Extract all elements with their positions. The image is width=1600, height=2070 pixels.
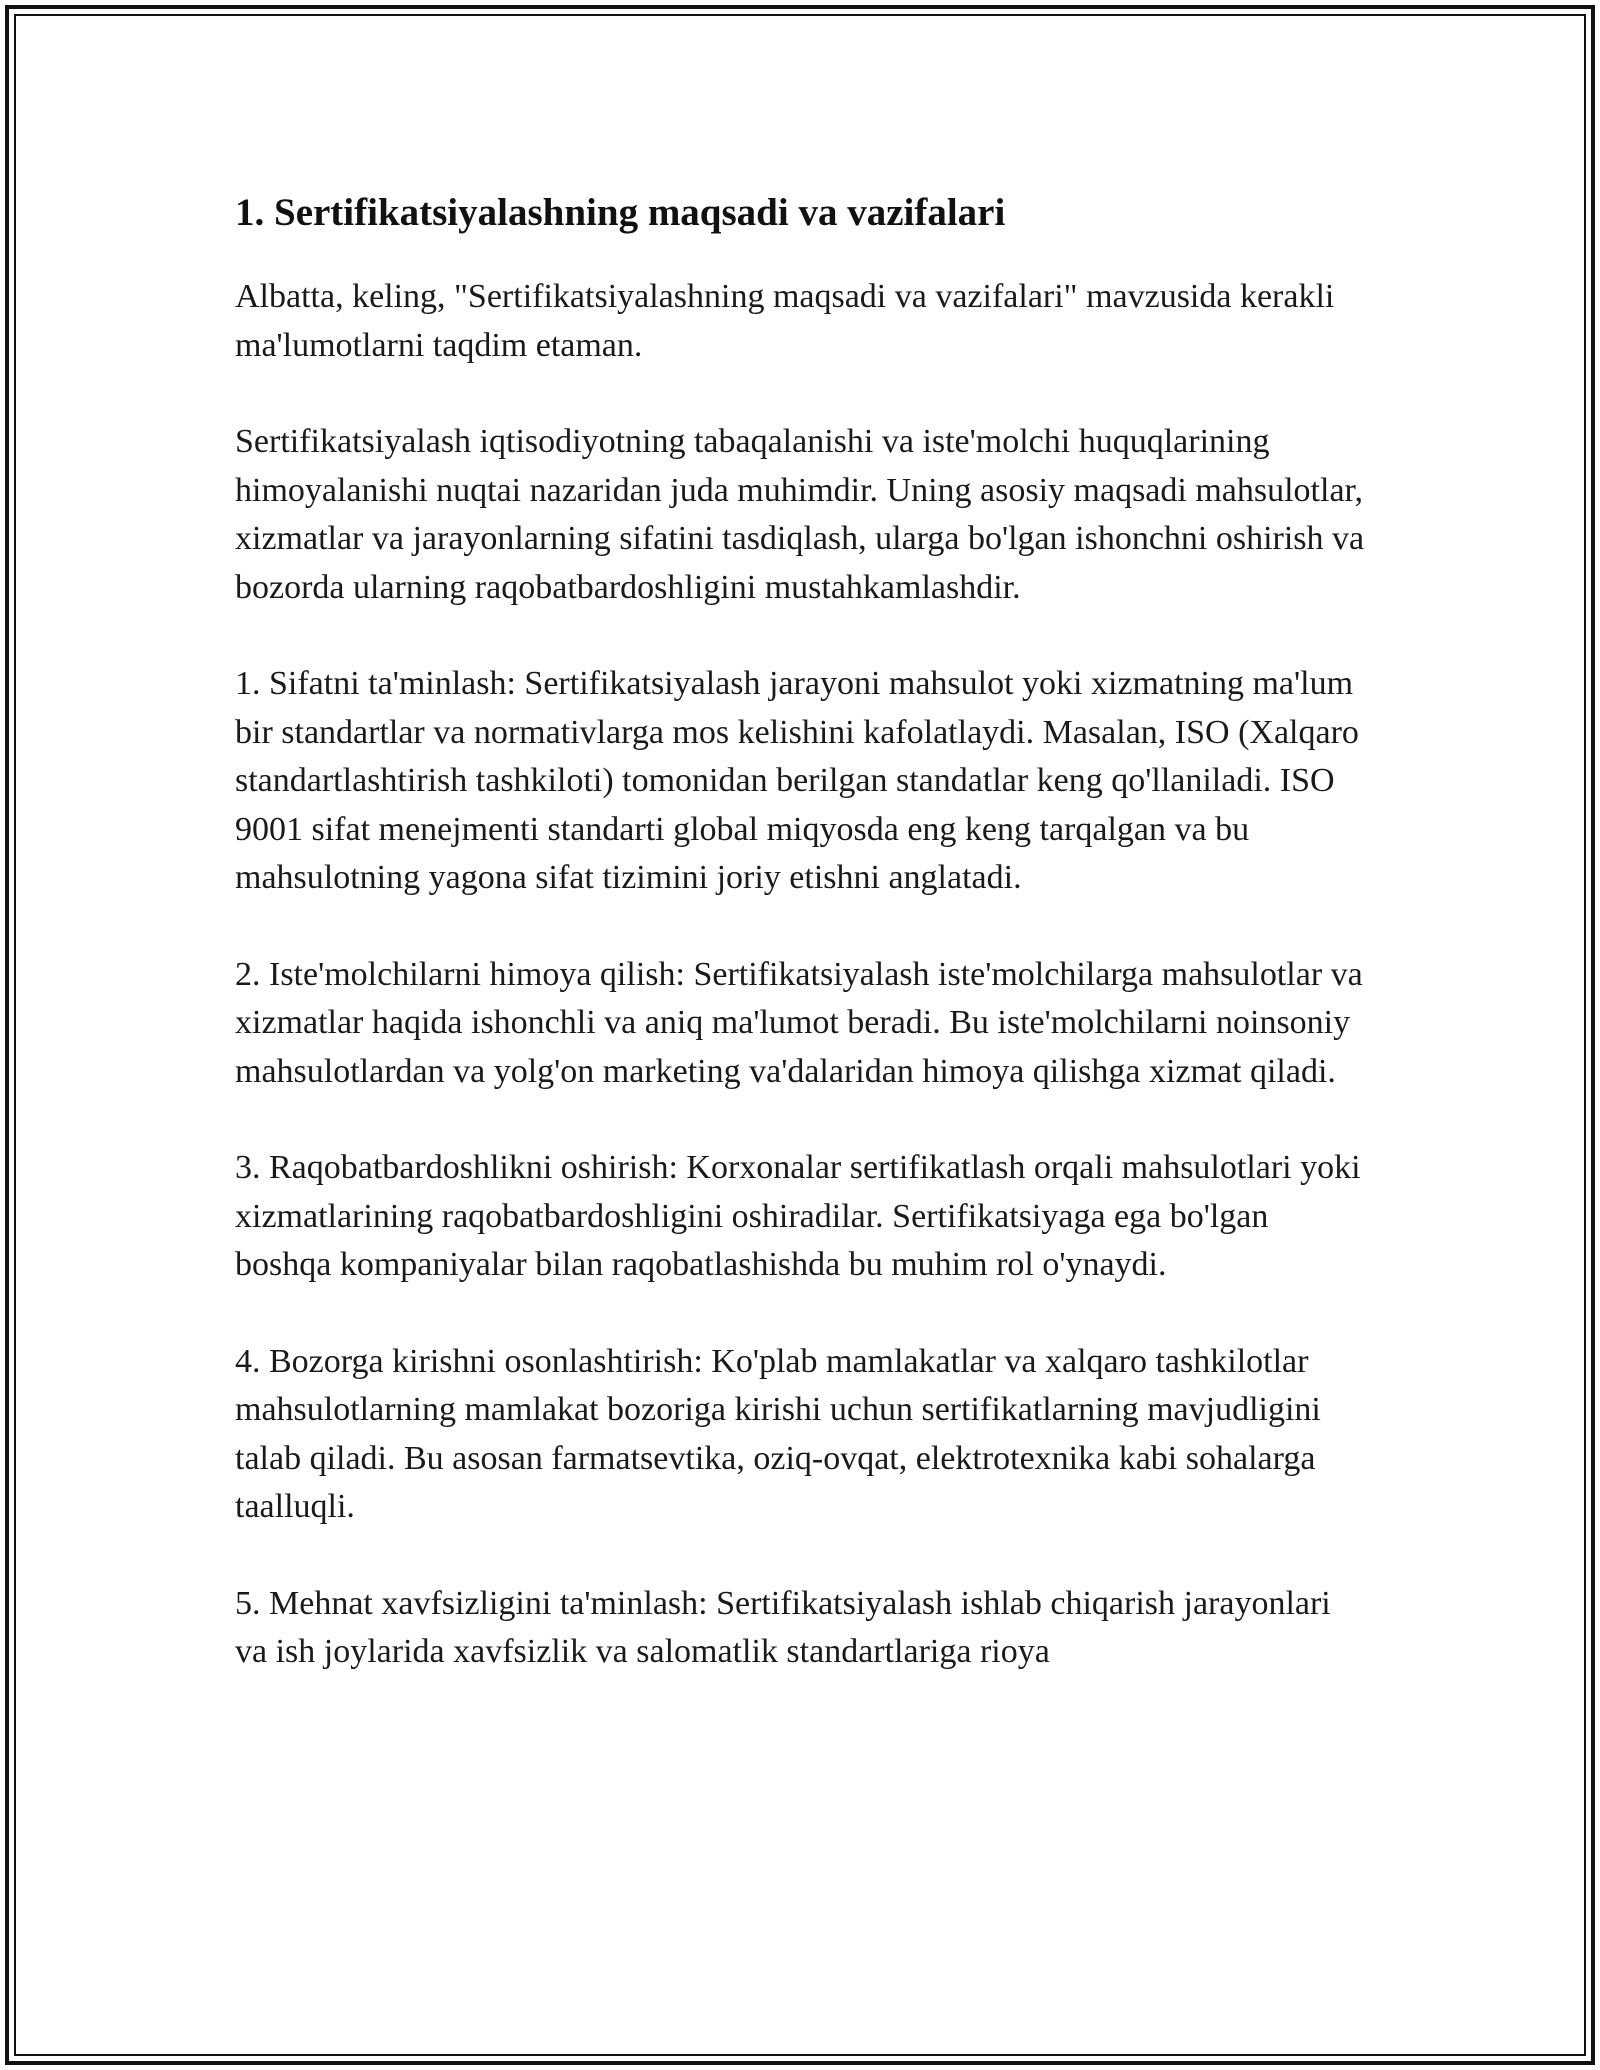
intro-paragraph: Albatta, keling, "Sertifikatsiyalashning maqsadi va vazifalari" mavzusida kerakli ma'lumotlarni taqdim etaman. bbox=[235, 278, 1335, 364]
list-item-market-access: 4. Bozorga kirishni osonlashtirish: Ko'plab mamlakatlar va xalqaro tashkilotlar mahsulotlarning mamlakat bozoriga kirishi uchun sertifikatlarning mavjudligini talab qiladi. Bu asosan farmatsevtika, oziq-ovqat, elektrotexnika kabi sohalarga taalluqli. bbox=[235, 1342, 1321, 1525]
list-item-consumer-protection: 2. Iste'molchilarni himoya qilish: Sertifikatsiyalash iste'molchilarga mahsulotlar va xizmatlar haqida ishonchli va aniq ma'lumot beradi. Bu iste'molchilarni noinsoniy mahsulotlardan va yolg'on marketing va'dalaridan himoya qilishga xizmat qiladi. bbox=[235, 955, 1363, 1090]
list-item-quality: 1. Sifatni ta'minlash: Sertifikatsiyalash jarayoni mahsulot yoki xizmatning ma'lum bir standartlar va normativlarga mos kelishini kafolatlaydi. Masalan, ISO (Xalqaro standartlashtirish tashkiloti) tomonidan berilgan standatlar keng qo'llaniladi. ISO 9001 sifat menejmenti standarti global miqyosda eng keng tarqalgan va bu mahsulotning yagona sifat tizimini joriy etishni anglatadi. bbox=[235, 665, 1359, 896]
document-body bbox=[235, 185, 1370, 1725]
list-item-labor-safety: 5. Mehnat xavfsizligini ta'minlash: Sertifikatsiyalash ishlab chiqarish jarayonlari va ish joylarida xavfsizlik va salomatlik standartlariga rioya bbox=[235, 1584, 1331, 1670]
document-title: 1. Sertifikatsiyalashning maqsadi va vazifalari bbox=[235, 191, 1006, 234]
list-item-competitiveness: 3. Raqobatbardoshlikni oshirish: Korxonalar sertifikatlash orqali mahsulotlari yoki xizmatlarining raqobatbardoshligini oshiradilar. Sertifikatsiyaga ega bo'lgan boshqa kompaniyalar bilan raqobatlashishda bu muhim rol o'ynaydi. bbox=[235, 1149, 1361, 1283]
overview-paragraph: Sertifikatsiyalash iqtisodiyotning tabaqalanishi va iste'molchi huquqlarining himoyalanishi nuqtai nazaridan juda muhimdir. Uning asosiy maqsadi mahsulotlar, xizmatlar va jarayonlarning sifatini tasdiqlash, ularga bo'lgan ishonchni oshirish va bozorda ularning raqobatbardoshligini mustahkamlashdir. bbox=[235, 423, 1365, 606]
